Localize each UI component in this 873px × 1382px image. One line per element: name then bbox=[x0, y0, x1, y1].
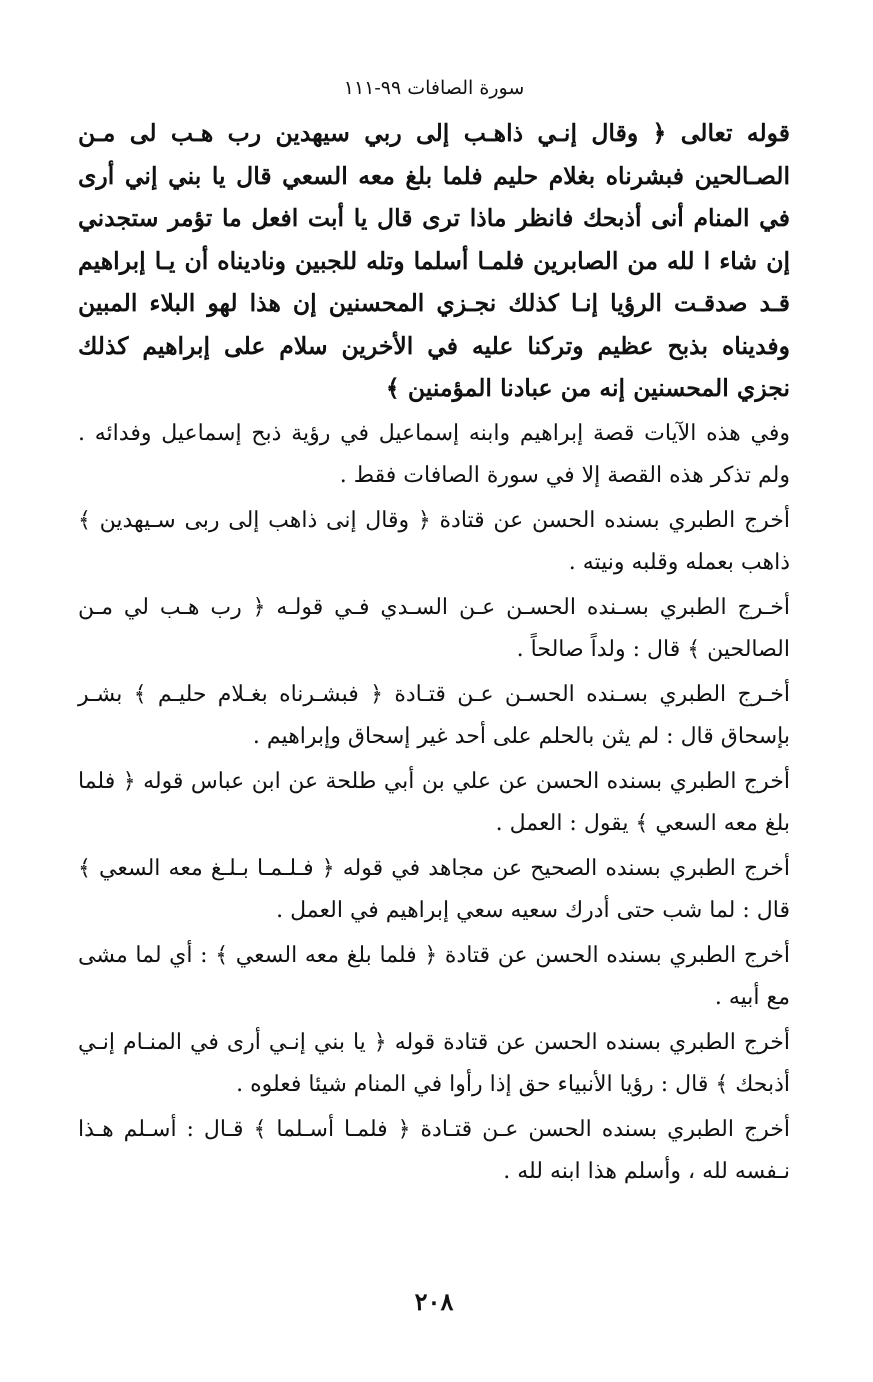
commentary-paragraph: أخرج الطبري بسنده الحسن عن قتادة ﴿ وقال إنى ذاهب إلى ربى سـيهدين ﴾ ذاهب بعمله وقلبه ونيته . bbox=[78, 507, 790, 575]
commentary-paragraph: أخرج الطبري بسنده الحسن عن قتادة قوله ﴿ يا بني إنـي أرى في المنـام إنـي أذبحك ﴾ قال : رؤيا الأنبياء حق إذا رأوا في المنام شيئا فعلوه . bbox=[78, 1029, 790, 1097]
commentary-paragraph: أخرج الطبري بسنده الحسن عن علي بن أبي طلحة عن ابن عباس قوله ﴿ فلما بلغ معه السعي ﴾ يقول : العمل . bbox=[78, 768, 790, 836]
commentary-paragraph: أخرج الطبري بسنده الصحيح عن مجاهد في قوله ﴿ فـلـمـا بـلـغ معه السعي ﴾ قال : لما شب حتى أدرك سعيه سعي إبراهيم في العمل . bbox=[78, 855, 790, 923]
commentary-paragraph: وفي هذه الآيات قصة إبراهيم وابنه إسماعيل في رؤية ذبح إسماعيل وفدائه . ولم تذكر هذه القصة إلا في سورة الصافات فقط . bbox=[78, 420, 790, 488]
commentary-paragraph: أخرج الطبري بسنده الحسن عـن قتـادة ﴿ فلمـا أسـلما ﴾ قـال : أسـلم هـذا نـفسه لله ، وأسلم هذا ابنه لله . bbox=[78, 1116, 790, 1184]
commentary-paragraph: أخرج الطبري بسنده الحسن عن قتادة ﴿ فلما بلغ معه السعي ﴾ : أي لما مشى مع أبيه . bbox=[78, 942, 790, 1010]
book-page bbox=[78, 68, 790, 1368]
page-number: ٢٠٨ bbox=[414, 1287, 454, 1316]
commentary-paragraph: أخـرج الطبري بسـنده الحسـن عـن قتـادة ﴿ فبشـرناه بغـلام حليـم ﴾ بشـر بإسحاق قال : لم يثن بالحلم على أحد غير إسحاق وإبراهيم . bbox=[78, 681, 790, 749]
running-header: سورة الصافات ٩٩-١١١ bbox=[343, 77, 525, 99]
quran-verse-block: قوله تعالى ﴿ وقال إنـي ذاهـب إلى ربي سيهدين رب هـب لى مـن الصـالحين فبشرناه بغلام حليم فلما بلغ معه السعي قال يا بني إني أرى في المنام أنى أذبحك فانظر ماذا ترى قال يا أبت افعل ما تؤمر ستجدني إن شاء ا لله من الصابرين فلمـا أسلما وتله للجبين وناديناه أن يـا إبراهيم قـد صدقـت الرؤيا إنـا كذلك نجـزي المحسنين إن هذا لهو البلاء المبين وفديناه بذبح عظيم وتركنا عليه في الأخرين سلام على إبراهيم كذلك نجزي المحسنين إنه من عبادنا المؤمنين ﴾ bbox=[78, 119, 790, 402]
commentary-paragraph: أخـرج الطبري بسـنده الحسـن عـن السـدي فـي قولـه ﴿ رب هـب لي مـن الصالحين ﴾ قال : ولداً صالحاً . bbox=[78, 594, 790, 662]
